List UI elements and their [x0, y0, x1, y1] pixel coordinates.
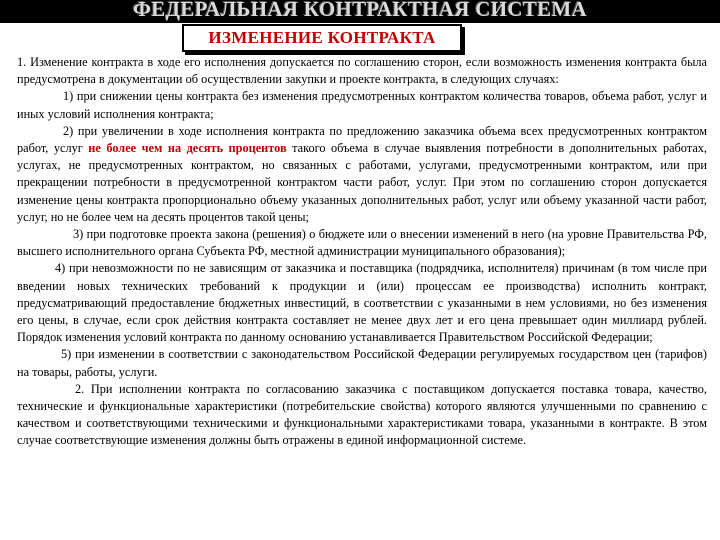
title-bar [0, 0, 720, 23]
paragraph-item-1: 1) при снижении цены контракта без изменения предусмотренных контрактом количества товаров, объема работ, услуг и иных условий исполнения контракта; [17, 89, 707, 121]
item-2-text-start: 2) при увеличении в ходе исполнения контракта по предложению заказчика объема всех предусмотренных контрактом работ, услуг [17, 123, 707, 156]
paragraph-1: 1. Изменение контракта в ходе его исполнения допускается по соглашению сторон, если возможность изменения контракта была предусмотрена в документации об осуществлении закупки и проекте контракта, в следующих случаях: [17, 55, 707, 87]
slide-subtitle: ИЗМЕНЕНИЕ КОНТРАКТА [208, 28, 436, 47]
subtitle-box [182, 24, 462, 52]
paragraph-2: 2. При исполнении контракта по согласованию заказчика с поставщиком допускается поставка товара, качество, технические и функциональные характеристики (потребительские свойства) которого являются улучшенными по сравнению с качеством и соответствующими техническими и функциональными характеристиками товара, указанными в контракте. В этом случае соответствующие изменения должны быть отражены в единой информационной системе. [17, 381, 707, 448]
highlight-ten-percent: не более чем на десять процентов [88, 141, 287, 156]
item-2-text-end: такого объема в случае выявления потребности в дополнительных работах, услугах, не предусмотренных контрактом, но связанных с работами, услугами, предусмотренными контрактом, или при прекращении потребности в предусмотренной контрактом части работ, услуг. При этом по соглашению сторон допускается изменение цены контракта пропорционально объему указанных дополнительных работ, услуг или объему указанной части работ, услуг, но не более чем на десять процентов такой цены; [17, 141, 707, 224]
paragraph-item-4: 4) при невозможности по не зависящим от заказчика и поставщика (подрядчика, исполнителя) причинам (в том числе при введении новых технических требований к продукции и (или) процессам ее производства) исполнить контракт, предусматривающий предоставление бюджетных инвестиций, в соответствии с указанными в нем условиями, но без изменения его цены, в случае, если срок действия контракта составляет не менее двух лет и его цена превышает один миллиард рублей. Порядок изменения условий контракта по данному основанию устанавливается Правительством Российской Федерации; [17, 261, 707, 345]
paragraph-item-3: 3) при подготовке проекта закона (решения) о бюджете или о внесении изменений в него (на уровне Правительства РФ, высшего исполнительного органа Субъекта РФ, местной администрации муниципального образования); [17, 227, 707, 259]
paragraph-item-5: 5) при изменении в соответствии с законодательством Российской Федерации регулируемых государством цен (тарифов) на товары, работы, услуги. [17, 347, 707, 379]
document-body [17, 54, 707, 450]
paragraph-item-2 [17, 123, 707, 226]
slide-title: ФЕДЕРАЛЬНАЯ КОНТРАКТНАЯ СИСТЕМА [132, 0, 588, 21]
